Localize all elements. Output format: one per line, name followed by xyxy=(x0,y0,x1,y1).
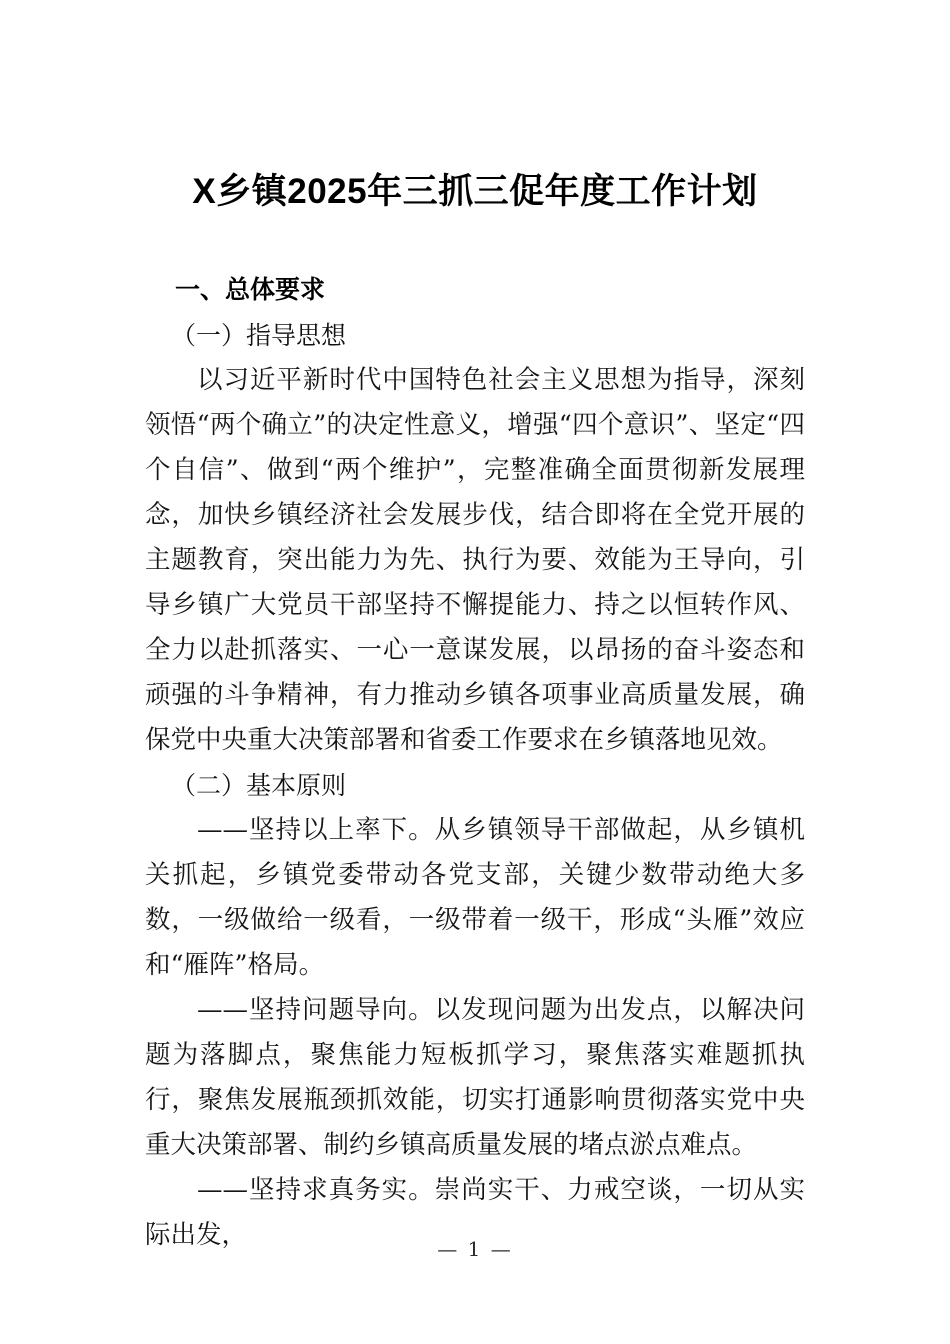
paragraph-principle-pragmatic: ——坚持求真务实。崇尚实干、力戒空谈，一切从实际出发， xyxy=(145,1175,805,1250)
paragraph-principle-problem-oriented: ——坚持问题导向。以发现问题为出发点，以解决问题为落脚点，聚焦能力短板抓学习，聚焦落实难题抓执行，聚焦发展瓶颈抓效能，切实打通影响贯彻落实党中央重大决策部署、制约乡镇高质量发展的堵点淤点难点。 xyxy=(145,995,805,1160)
paragraph-principle-lead-by-example: ——坚持以上率下。从乡镇领导干部做起，从乡镇机关抓起，乡镇党委带动各党支部，关键少数带动绝大多数，一级做给一级看，一级带着一级干，形成“头雁”效应和“雁阵”格局。 xyxy=(145,815,805,980)
page-number: — 1 — xyxy=(437,1237,513,1261)
subsection-heading-guiding-ideology: （一）指导思想 xyxy=(171,321,347,350)
document-body xyxy=(145,268,805,1258)
section-heading-overall-requirements: 一、总体要求 xyxy=(175,276,326,304)
subsection-heading-basic-principles: （二）基本原则 xyxy=(171,771,347,800)
paragraph-guiding-ideology: 以习近平新时代中国特色社会主义思想为指导，深刻领悟“两个确立”的决定性意义，增强“四个意识”、坚定“四个自信”、做到“两个维护”，完整准确全面贯彻新发展理念，加快乡镇经济社会发展步伐，结合即将在全党开展的主题教育，突出能力为先、执行为要、效能为王导向，引导乡镇广大党员干部坚持不懈提能力、持之以恒转作风、全力以赴抓落实、一心一意谋发展，以昂扬的奋斗姿态和顽强的斗争精神，有力推动乡镇各项事业高质量发展，确保党中央重大决策部署和省委工作要求在乡镇落地见效。 xyxy=(145,365,805,755)
page-title: X乡镇2025年三抓三促年度工作计划 xyxy=(192,172,758,211)
